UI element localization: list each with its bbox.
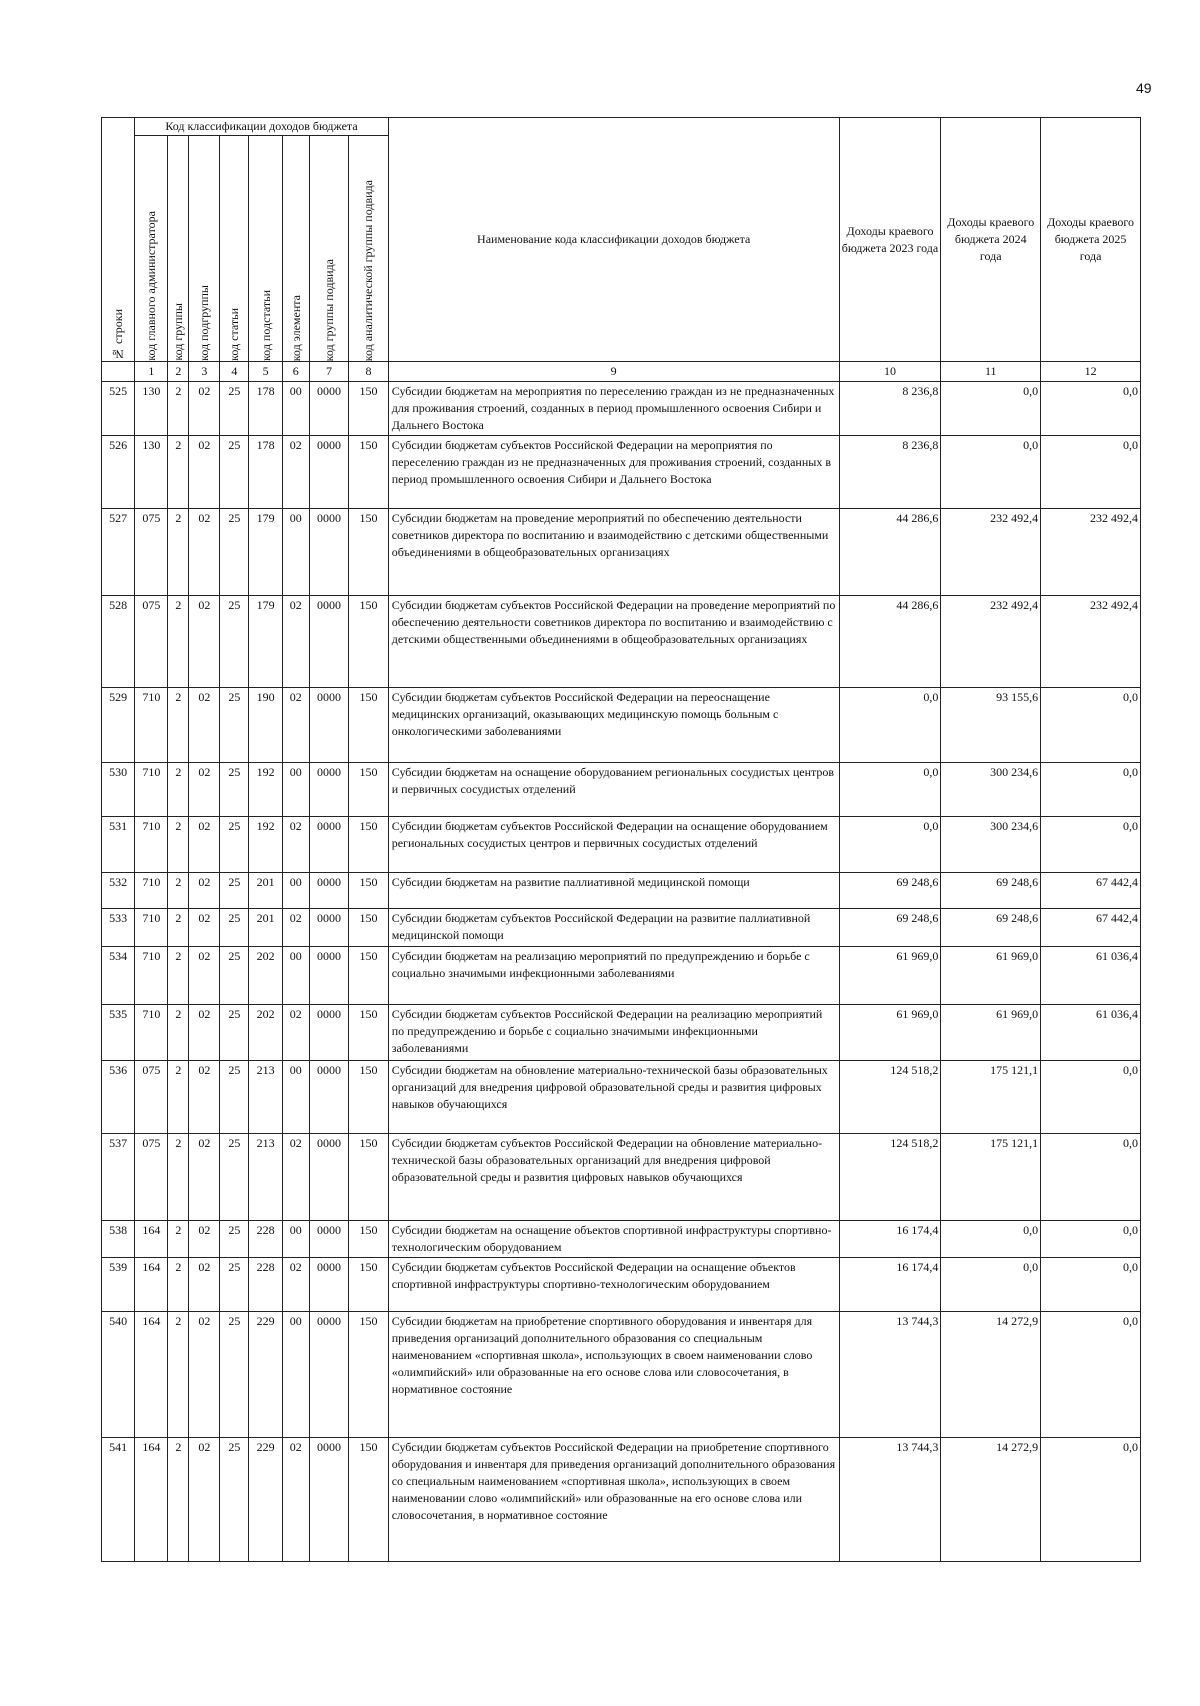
code-article: 25	[220, 1005, 249, 1061]
income-name: Субсидии бюджетам на обновление материально-технической базы образовательных организаций для внедрения цифровой образовательной среды и развития цифровых навыков обучающихся	[388, 1061, 839, 1134]
code-element: 02	[282, 1134, 309, 1221]
code-analytic-group: 150	[349, 763, 389, 817]
code-header-element: код элемента	[282, 136, 309, 362]
code-subtype-group: 0000	[309, 1312, 348, 1438]
code-analytic-group: 150	[349, 1438, 389, 1562]
code-analytic-group: 150	[349, 436, 389, 509]
code-administrator: 164	[135, 1438, 168, 1562]
code-subgroup: 02	[189, 1134, 220, 1221]
code-article: 25	[220, 817, 249, 873]
table-row	[102, 1312, 1141, 1438]
income-name: Субсидии бюджетам на оснащение объектов спортивной инфраструктуры спортивно-технологическим оборудованием	[388, 1221, 839, 1258]
code-analytic-group: 150	[349, 947, 389, 1005]
code-article: 25	[220, 763, 249, 817]
code-subtype-group: 0000	[309, 1221, 348, 1258]
income-name: Субсидии бюджетам субъектов Российской Федерации на переоснащение медицинских организаций, оказывающих медицинскую помощь больным с онкологическими заболеваниями	[388, 688, 839, 763]
code-analytic-group: 150	[349, 873, 389, 909]
table-row	[102, 873, 1141, 909]
code-article: 25	[220, 1134, 249, 1221]
code-group: 2	[168, 596, 189, 688]
column-number-blank	[102, 362, 135, 382]
header-row-group	[102, 118, 1141, 136]
code-subtype-group: 0000	[309, 382, 348, 436]
code-group: 2	[168, 509, 189, 596]
code-group: 2	[168, 873, 189, 909]
income-name: Субсидии бюджетам субъектов Российской Федерации на проведение мероприятий по обеспечению деятельности советников директора по воспитанию и взаимодействию с детскими общественными объединениями в общеобразовательных организациях	[388, 596, 839, 688]
income-2023: 8 236,8	[839, 436, 941, 509]
code-subarticle: 228	[249, 1221, 282, 1258]
code-group: 2	[168, 1005, 189, 1061]
code-administrator: 710	[135, 763, 168, 817]
code-article: 25	[220, 1438, 249, 1562]
code-subarticle: 228	[249, 1258, 282, 1312]
code-subtype-group: 0000	[309, 596, 348, 688]
code-subgroup: 02	[189, 509, 220, 596]
code-administrator: 075	[135, 1134, 168, 1221]
income-name: Субсидии бюджетам на проведение мероприятий по обеспечению деятельности советников директора по воспитанию и взаимодействию с детскими общественными объединениями в общеобразовательных организациях	[388, 509, 839, 596]
code-article: 25	[220, 1312, 249, 1438]
code-subgroup: 02	[189, 763, 220, 817]
income-2023: 124 518,2	[839, 1061, 941, 1134]
code-analytic-group: 150	[349, 382, 389, 436]
code-administrator: 075	[135, 1061, 168, 1134]
code-subarticle: 192	[249, 763, 282, 817]
column-number: 12	[1041, 362, 1141, 382]
code-element: 02	[282, 688, 309, 763]
code-subtype-group: 0000	[309, 817, 348, 873]
income-2024: 0,0	[941, 436, 1041, 509]
code-group: 2	[168, 1312, 189, 1438]
income-2023: 0,0	[839, 763, 941, 817]
code-analytic-group: 150	[349, 909, 389, 947]
column-number: 3	[189, 362, 220, 382]
code-administrator: 130	[135, 382, 168, 436]
table-row	[102, 596, 1141, 688]
code-analytic-group: 150	[349, 1258, 389, 1312]
row-number: 528	[102, 596, 135, 688]
code-element: 00	[282, 382, 309, 436]
income-name: Субсидии бюджетам субъектов Российской Федерации на мероприятия по переселению граждан из не предназначенных для проживания строений, созданных в период промышленного освоения Сибири и Дальнего Востока	[388, 436, 839, 509]
income-2023: 0,0	[839, 817, 941, 873]
table-row	[102, 947, 1141, 1005]
table-row	[102, 1438, 1141, 1562]
income-2024: 0,0	[941, 382, 1041, 436]
code-administrator: 710	[135, 947, 168, 1005]
income-2024: 232 492,4	[941, 596, 1041, 688]
code-subtype-group: 0000	[309, 909, 348, 947]
column-number: 8	[349, 362, 389, 382]
income-2023: 44 286,6	[839, 596, 941, 688]
income-2023: 69 248,6	[839, 873, 941, 909]
income-name: Субсидии бюджетам субъектов Российской Федерации на оснащение оборудованием региональных сосудистых центров и первичных сосудистых отделений	[388, 817, 839, 873]
income-2025: 232 492,4	[1041, 596, 1141, 688]
code-subtype-group: 0000	[309, 873, 348, 909]
income-name: Субсидии бюджетам субъектов Российской Федерации на приобретение спортивного оборудования и инвентаря для приведения организаций дополнительного образования со специальным наименованием «спортивная школа», использующих в своем наименовании слово «олимпийский» или образованные на его основе слова или словосочетания, в нормативное состояние	[388, 1438, 839, 1562]
row-number: 527	[102, 509, 135, 596]
income-2025: 61 036,4	[1041, 1005, 1141, 1061]
code-header-subgroup: код подгруппы	[189, 136, 220, 362]
table-row	[102, 688, 1141, 763]
row-number: 535	[102, 1005, 135, 1061]
code-subtype-group: 0000	[309, 1061, 348, 1134]
income-2024: 61 969,0	[941, 947, 1041, 1005]
code-element: 02	[282, 909, 309, 947]
code-subtype-group: 0000	[309, 1438, 348, 1562]
code-analytic-group: 150	[349, 1061, 389, 1134]
income-2025: 0,0	[1041, 1061, 1141, 1134]
code-group: 2	[168, 1438, 189, 1562]
code-subarticle: 201	[249, 873, 282, 909]
row-number: 525	[102, 382, 135, 436]
code-administrator: 710	[135, 688, 168, 763]
income-2025: 0,0	[1041, 1258, 1141, 1312]
code-administrator: 075	[135, 509, 168, 596]
code-header-subarticle: код подстатьи	[249, 136, 282, 362]
code-header-subtype-group: код группы подвида	[309, 136, 348, 362]
code-subarticle: 229	[249, 1438, 282, 1562]
code-subgroup: 02	[189, 947, 220, 1005]
code-analytic-group: 150	[349, 1312, 389, 1438]
code-analytic-group: 150	[349, 596, 389, 688]
row-number: 529	[102, 688, 135, 763]
income-2025: 0,0	[1041, 763, 1141, 817]
code-group: 2	[168, 1061, 189, 1134]
income-name: Субсидии бюджетам на мероприятия по переселению граждан из не предназначенных для проживания строений, созданных в период промышленного освоения Сибири и Дальнего Востока	[388, 382, 839, 436]
column-number: 10	[839, 362, 941, 382]
code-element: 00	[282, 1221, 309, 1258]
classification-code-header: Код классификации доходов бюджета	[135, 118, 389, 136]
code-administrator: 164	[135, 1312, 168, 1438]
code-subarticle: 190	[249, 688, 282, 763]
code-subgroup: 02	[189, 1438, 220, 1562]
name-column-header: Наименование кода классификации доходов бюджета	[388, 118, 839, 362]
income-2024: 232 492,4	[941, 509, 1041, 596]
code-group: 2	[168, 1221, 189, 1258]
income-2023: 16 174,4	[839, 1221, 941, 1258]
column-number: 5	[249, 362, 282, 382]
code-subtype-group: 0000	[309, 763, 348, 817]
code-group: 2	[168, 688, 189, 763]
table-row	[102, 436, 1141, 509]
income-2024: 300 234,6	[941, 817, 1041, 873]
code-analytic-group: 150	[349, 509, 389, 596]
code-subgroup: 02	[189, 873, 220, 909]
code-analytic-group: 150	[349, 1221, 389, 1258]
income-2025: 67 442,4	[1041, 873, 1141, 909]
income-name: Субсидии бюджетам субъектов Российской Федерации на реализацию мероприятий по предупреждению и борьбе с социально значимыми инфекционными заболеваниями	[388, 1005, 839, 1061]
row-number: 526	[102, 436, 135, 509]
income-2025: 0,0	[1041, 688, 1141, 763]
income-2024: 61 969,0	[941, 1005, 1041, 1061]
income-name: Субсидии бюджетам на развитие паллиативной медицинской помощи	[388, 873, 839, 909]
code-subgroup: 02	[189, 1312, 220, 1438]
column-number: 1	[135, 362, 168, 382]
code-article: 25	[220, 873, 249, 909]
income-name: Субсидии бюджетам на оснащение оборудованием региональных сосудистых центров и первичных сосудистых отделений	[388, 763, 839, 817]
code-group: 2	[168, 909, 189, 947]
page-number: 49	[1136, 80, 1152, 96]
row-number-header: № строки	[102, 118, 135, 362]
code-group: 2	[168, 436, 189, 509]
table-row	[102, 1134, 1141, 1221]
code-element: 02	[282, 596, 309, 688]
code-subtype-group: 0000	[309, 1134, 348, 1221]
table-row	[102, 1061, 1141, 1134]
income-2024: 0,0	[941, 1258, 1041, 1312]
code-subtype-group: 0000	[309, 1005, 348, 1061]
code-element: 02	[282, 1005, 309, 1061]
income-2024: 175 121,1	[941, 1134, 1041, 1221]
income-2023: 124 518,2	[839, 1134, 941, 1221]
code-subarticle: 178	[249, 436, 282, 509]
row-number: 537	[102, 1134, 135, 1221]
income-2025: 0,0	[1041, 382, 1141, 436]
code-analytic-group: 150	[349, 688, 389, 763]
code-administrator: 130	[135, 436, 168, 509]
code-element: 00	[282, 1312, 309, 1438]
code-article: 25	[220, 688, 249, 763]
income-2024: 0,0	[941, 1221, 1041, 1258]
code-element: 00	[282, 509, 309, 596]
code-article: 25	[220, 909, 249, 947]
code-group: 2	[168, 1258, 189, 1312]
income-name: Субсидии бюджетам на приобретение спортивного оборудования и инвентаря для приведения организаций дополнительного образования со специальным наименованием «спортивная школа», использующих в своем наименовании слово «олимпийский» или образованные на его основе слова или словосочетания, в нормативное состояние	[388, 1312, 839, 1438]
code-subgroup: 02	[189, 1258, 220, 1312]
column-number: 9	[388, 362, 839, 382]
code-subarticle: 178	[249, 382, 282, 436]
income-name: Субсидии бюджетам субъектов Российской Федерации на развитие паллиативной медицинской помощи	[388, 909, 839, 947]
code-subarticle: 202	[249, 1005, 282, 1061]
code-subgroup: 02	[189, 596, 220, 688]
code-header-analytic-group: код аналитической группы подвида	[349, 136, 389, 362]
income-2024: 69 248,6	[941, 909, 1041, 947]
table-row	[102, 1258, 1141, 1312]
income-2024: 14 272,9	[941, 1438, 1041, 1562]
code-subgroup: 02	[189, 817, 220, 873]
income-2025: 0,0	[1041, 1438, 1141, 1562]
table-row	[102, 509, 1141, 596]
code-article: 25	[220, 596, 249, 688]
income-2023: 44 286,6	[839, 509, 941, 596]
code-subgroup: 02	[189, 688, 220, 763]
table-row	[102, 382, 1141, 436]
code-element: 00	[282, 947, 309, 1005]
code-element: 02	[282, 1438, 309, 1562]
code-administrator: 710	[135, 817, 168, 873]
income-2024: 300 234,6	[941, 763, 1041, 817]
income-2023: 13 744,3	[839, 1438, 941, 1562]
income-2024: 175 121,1	[941, 1061, 1041, 1134]
code-element: 00	[282, 763, 309, 817]
code-analytic-group: 150	[349, 1134, 389, 1221]
income-2025-header: Доходы краевого бюджета 2025 года	[1041, 118, 1141, 362]
code-group: 2	[168, 817, 189, 873]
code-subarticle: 201	[249, 909, 282, 947]
code-subarticle: 213	[249, 1134, 282, 1221]
income-2023: 0,0	[839, 688, 941, 763]
code-subtype-group: 0000	[309, 1258, 348, 1312]
code-administrator: 710	[135, 909, 168, 947]
code-article: 25	[220, 436, 249, 509]
table-row	[102, 909, 1141, 947]
code-subtype-group: 0000	[309, 947, 348, 1005]
code-article: 25	[220, 509, 249, 596]
code-administrator: 164	[135, 1258, 168, 1312]
code-subgroup: 02	[189, 382, 220, 436]
code-subtype-group: 0000	[309, 436, 348, 509]
code-subgroup: 02	[189, 1005, 220, 1061]
income-2024: 93 155,6	[941, 688, 1041, 763]
code-subtype-group: 0000	[309, 509, 348, 596]
code-group: 2	[168, 763, 189, 817]
income-name: Субсидии бюджетам субъектов Российской Федерации на обновление материально-технической базы образовательных организаций для внедрения цифровой образовательной среды и развития цифровых навыков обучающихся	[388, 1134, 839, 1221]
code-header-article: код статьи	[220, 136, 249, 362]
income-2023: 61 969,0	[839, 947, 941, 1005]
row-number: 534	[102, 947, 135, 1005]
income-2024: 69 248,6	[941, 873, 1041, 909]
income-2024: 14 272,9	[941, 1312, 1041, 1438]
code-subarticle: 229	[249, 1312, 282, 1438]
row-number: 536	[102, 1061, 135, 1134]
row-number: 538	[102, 1221, 135, 1258]
table-row	[102, 1005, 1141, 1061]
code-analytic-group: 150	[349, 817, 389, 873]
code-element: 00	[282, 873, 309, 909]
income-2025: 61 036,4	[1041, 947, 1141, 1005]
income-2025: 0,0	[1041, 436, 1141, 509]
code-administrator: 075	[135, 596, 168, 688]
income-2025: 0,0	[1041, 817, 1141, 873]
code-article: 25	[220, 947, 249, 1005]
code-subgroup: 02	[189, 1061, 220, 1134]
row-number: 540	[102, 1312, 135, 1438]
income-2025: 0,0	[1041, 1221, 1141, 1258]
code-subarticle: 179	[249, 596, 282, 688]
row-number: 539	[102, 1258, 135, 1312]
column-number: 11	[941, 362, 1041, 382]
income-2023: 69 248,6	[839, 909, 941, 947]
column-number: 6	[282, 362, 309, 382]
code-group: 2	[168, 1134, 189, 1221]
code-subgroup: 02	[189, 909, 220, 947]
code-article: 25	[220, 382, 249, 436]
column-number-row	[102, 362, 1141, 382]
code-article: 25	[220, 1061, 249, 1134]
income-2023: 61 969,0	[839, 1005, 941, 1061]
code-subgroup: 02	[189, 436, 220, 509]
code-analytic-group: 150	[349, 1005, 389, 1061]
column-number: 4	[220, 362, 249, 382]
code-article: 25	[220, 1221, 249, 1258]
income-2024-header: Доходы краевого бюджета 2024 года	[941, 118, 1041, 362]
row-number: 531	[102, 817, 135, 873]
code-subarticle: 213	[249, 1061, 282, 1134]
code-header-group: код группы	[168, 136, 189, 362]
income-2025: 0,0	[1041, 1312, 1141, 1438]
code-group: 2	[168, 382, 189, 436]
column-number: 2	[168, 362, 189, 382]
budget-income-table	[101, 117, 1141, 1562]
row-number: 532	[102, 873, 135, 909]
income-2025: 232 492,4	[1041, 509, 1141, 596]
column-number: 7	[309, 362, 348, 382]
table-row	[102, 763, 1141, 817]
code-subarticle: 179	[249, 509, 282, 596]
code-group: 2	[168, 947, 189, 1005]
income-2023-header: Доходы краевого бюджета 2023 года	[839, 118, 941, 362]
code-element: 02	[282, 436, 309, 509]
code-administrator: 710	[135, 873, 168, 909]
code-header-administrator: код главного администратора	[135, 136, 168, 362]
income-name: Субсидии бюджетам субъектов Российской Федерации на оснащение объектов спортивной инфраструктуры спортивно-технологическим оборудованием	[388, 1258, 839, 1312]
code-element: 00	[282, 1061, 309, 1134]
income-2025: 67 442,4	[1041, 909, 1141, 947]
table-row	[102, 1221, 1141, 1258]
code-administrator: 710	[135, 1005, 168, 1061]
row-number: 533	[102, 909, 135, 947]
row-number: 530	[102, 763, 135, 817]
income-2025: 0,0	[1041, 1134, 1141, 1221]
table-body	[102, 382, 1141, 1562]
code-element: 02	[282, 817, 309, 873]
row-number: 541	[102, 1438, 135, 1562]
code-element: 02	[282, 1258, 309, 1312]
code-article: 25	[220, 1258, 249, 1312]
income-2023: 13 744,3	[839, 1312, 941, 1438]
code-subgroup: 02	[189, 1221, 220, 1258]
code-administrator: 164	[135, 1221, 168, 1258]
code-subarticle: 192	[249, 817, 282, 873]
code-subtype-group: 0000	[309, 688, 348, 763]
income-name: Субсидии бюджетам на реализацию мероприятий по предупреждению и борьбе с социально значимыми инфекционными заболеваниями	[388, 947, 839, 1005]
income-2023: 16 174,4	[839, 1258, 941, 1312]
code-subarticle: 202	[249, 947, 282, 1005]
table-row	[102, 817, 1141, 873]
income-2023: 8 236,8	[839, 382, 941, 436]
